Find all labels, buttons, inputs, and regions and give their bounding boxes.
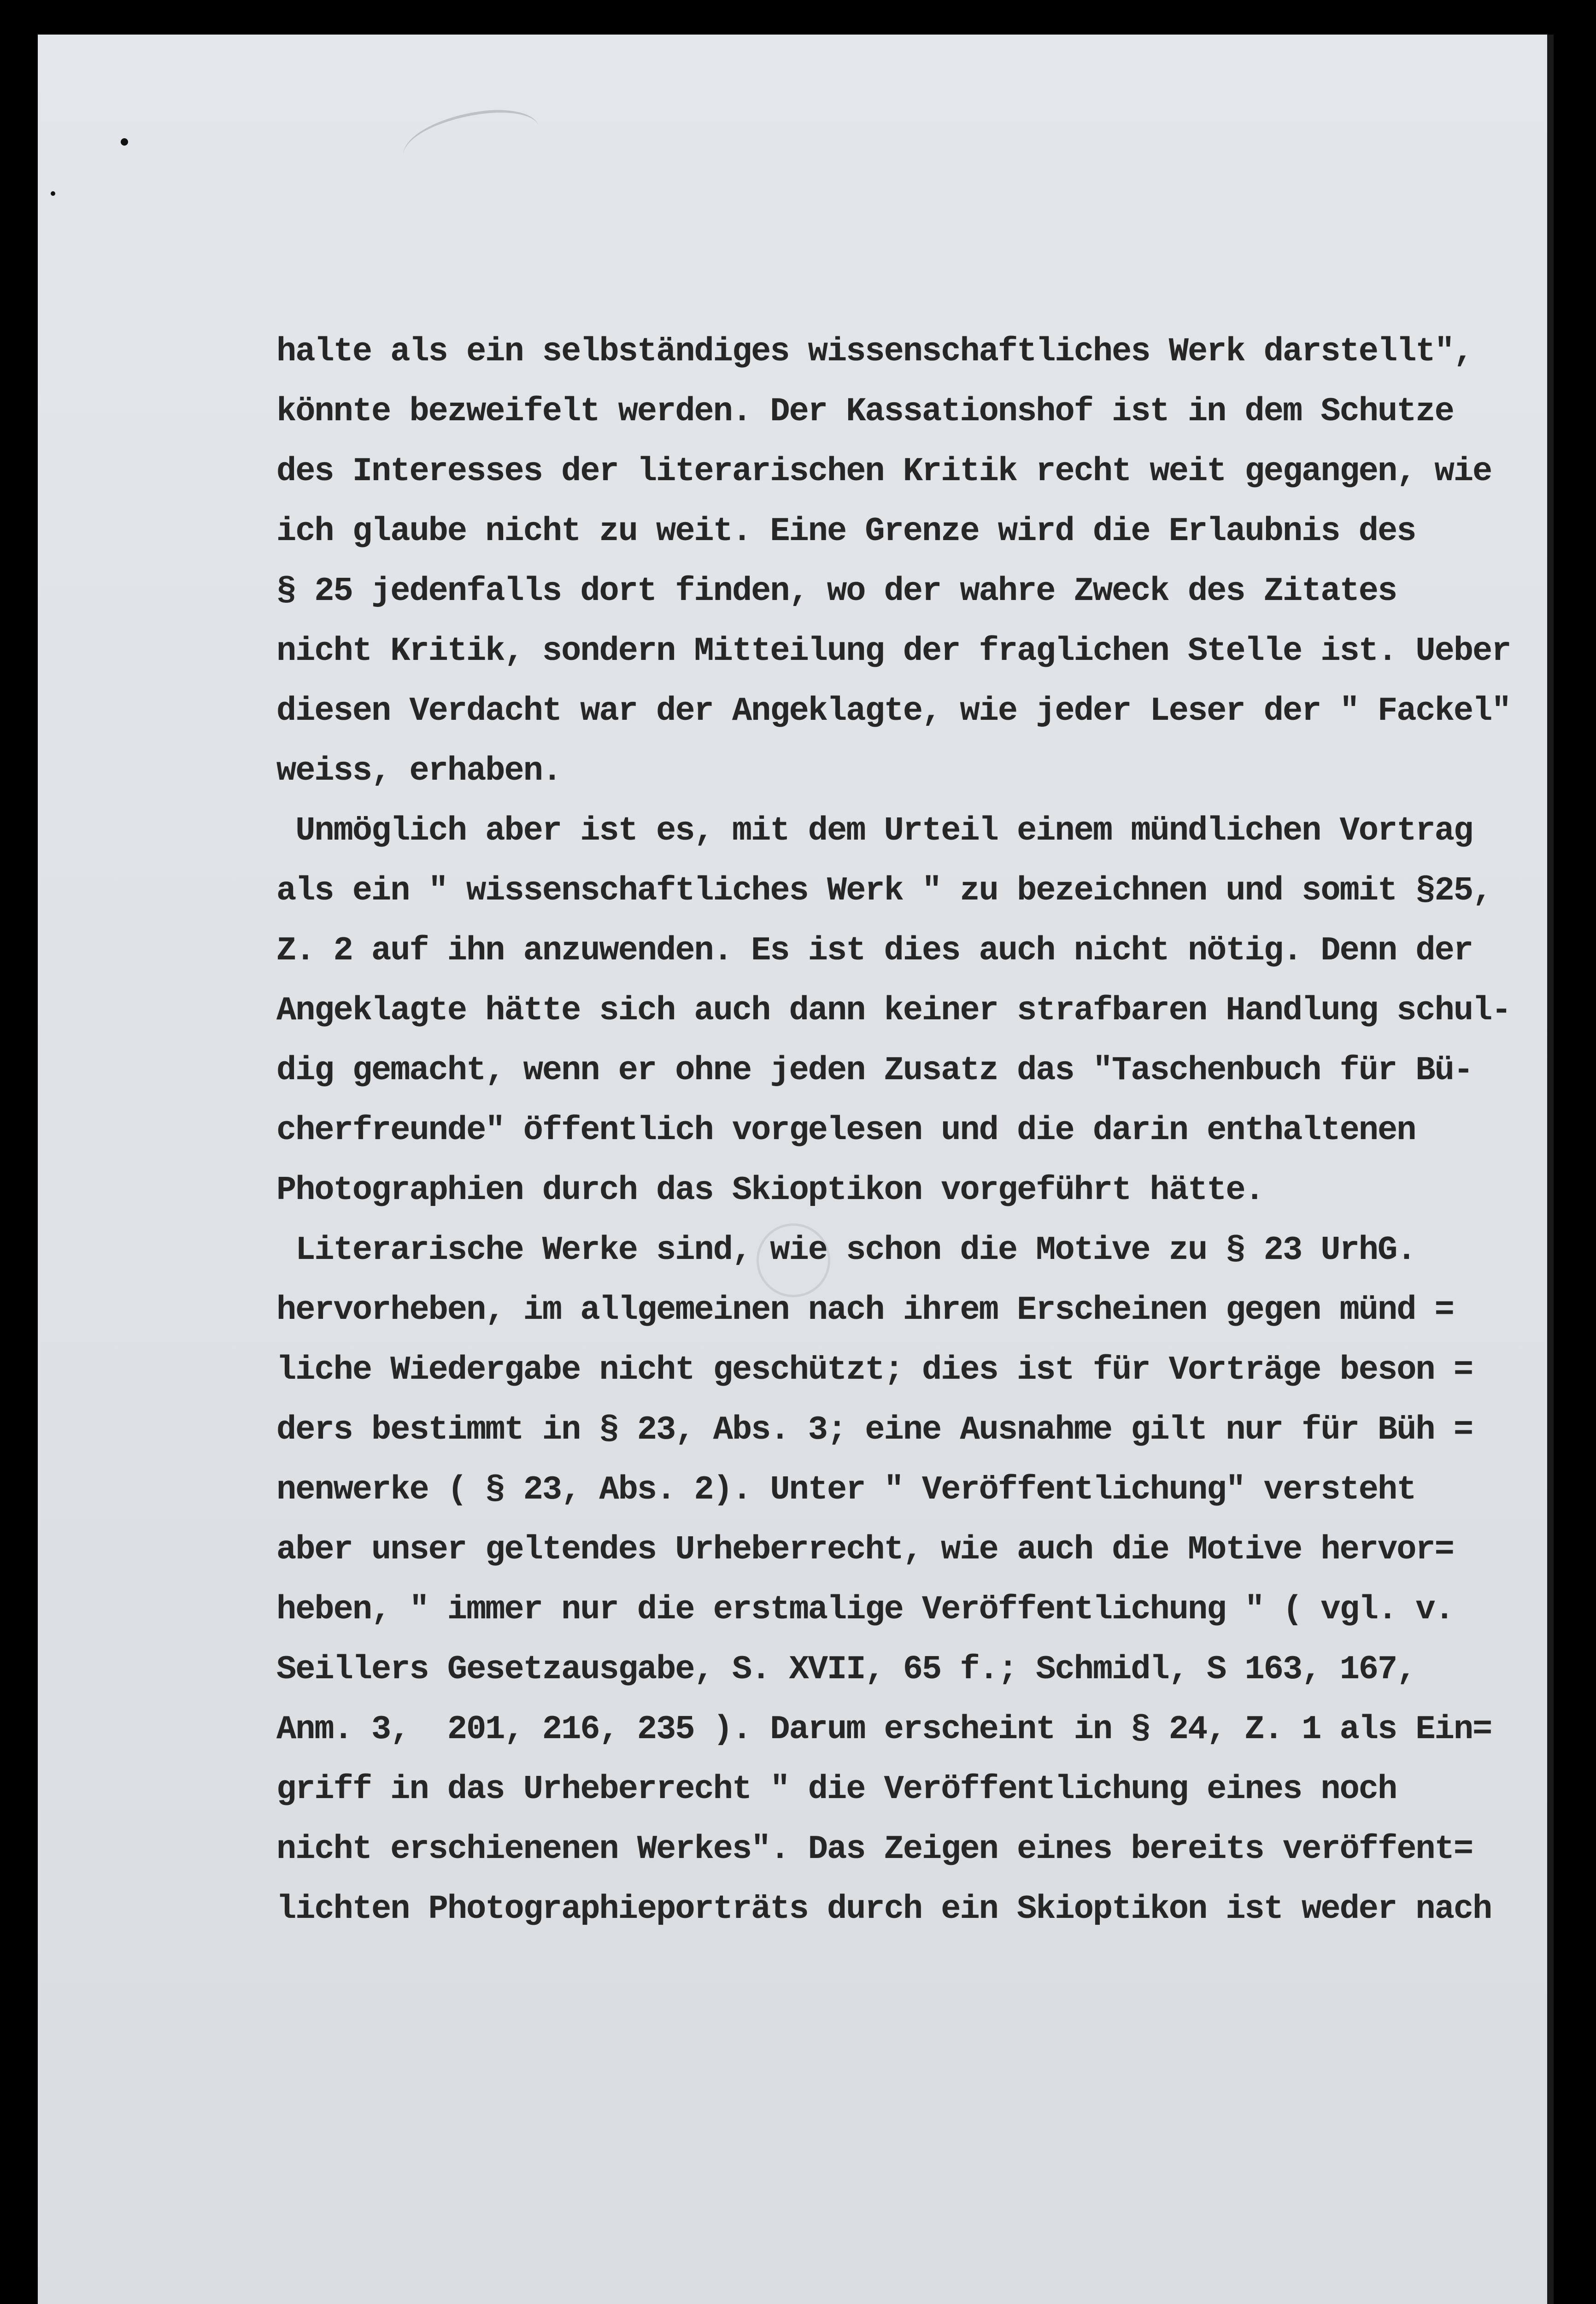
text-line: Z. 2 auf ihn anzuwenden. Es ist dies auch nicht nötig. Denn der <box>276 932 1473 970</box>
text-line: Unmöglich aber ist es, mit dem Urteil einem mündlichen Vortrag <box>276 812 1473 850</box>
text-line: weiss, erhaben. <box>276 752 562 790</box>
text-line: nicht erschienenen Werkes". Das Zeigen eines bereits veröffent= <box>276 1830 1473 1868</box>
faint-pencil-mark <box>399 104 544 181</box>
text-line: diesen Verdacht war der Angeklagte, wie jeder Leser der " Fackel" <box>276 692 1511 730</box>
text-line: § 25 jedenfalls dort finden, wo der wahre Zweck des Zitates <box>276 572 1397 610</box>
text-line: des Interesses der literarischen Kritik recht weit gegangen, wie <box>276 453 1492 490</box>
scan-edge <box>1547 35 1554 2304</box>
text-line: als ein " wissenschaftliches Werk " zu bezeichnen und somit §25, <box>276 872 1492 910</box>
margin-dot <box>51 191 55 196</box>
typewritten-text <box>276 322 1548 1939</box>
text-line: ich glaube nicht zu weit. Eine Grenze wird die Erlaubnis des <box>276 512 1416 550</box>
text-line: halte als ein selbständiges wissenschaftliches Werk darstellt", <box>276 333 1473 370</box>
text-line: Angeklagte hätte sich auch dann keiner strafbaren Handlung schul- <box>276 992 1511 1029</box>
text-line: cherfreunde" öffentlich vorgelesen und die darin enthaltenen <box>276 1111 1416 1149</box>
text-line: dig gemacht, wenn er ohne jeden Zusatz das "Taschenbuch für Bü- <box>276 1052 1473 1089</box>
text-line: könnte bezweifelt werden. Der Kassationshof ist in dem Schutze <box>276 393 1454 430</box>
text-line: aber unser geltendes Urheberrecht, wie auch die Motive hervor= <box>276 1531 1454 1569</box>
text-line: liche Wiedergabe nicht geschützt; dies ist für Vorträge beson = <box>276 1351 1473 1389</box>
margin-dot <box>121 138 128 146</box>
text-line: heben, " immer nur die erstmalige Veröffentlichung " ( vgl. v. <box>276 1591 1454 1628</box>
text-line: Seillers Gesetzausgabe, S. XVII, 65 f.; Schmidl, S 163, 167, <box>276 1651 1416 1688</box>
text-line: Anm. 3, 201, 216, 235 ). Darum erscheint in § 24, Z. 1 als Ein= <box>276 1710 1492 1748</box>
text-line: Literarische Werke sind, wie schon die Motive zu § 23 UrhG. <box>276 1231 1416 1269</box>
text-line: lichten Photographieporträts durch ein Skioptikon ist weder nach <box>276 1890 1492 1928</box>
text-line: nenwerke ( § 23, Abs. 2). Unter " Veröffentlichung" versteht <box>276 1471 1416 1509</box>
text-line: Photographien durch das Skioptikon vorgeführt hätte. <box>276 1171 1264 1209</box>
text-line: griff in das Urheberrecht " die Veröffentlichung eines noch <box>276 1770 1397 1808</box>
text-line: hervorheben, im allgemeinen nach ihrem Erscheinen gegen münd = <box>276 1291 1454 1329</box>
text-line: ders bestimmt in § 23, Abs. 3; eine Ausnahme gilt nur für Büh = <box>276 1411 1473 1449</box>
text-line: nicht Kritik, sondern Mitteilung der fraglichen Stelle ist. Ueber <box>276 632 1511 670</box>
